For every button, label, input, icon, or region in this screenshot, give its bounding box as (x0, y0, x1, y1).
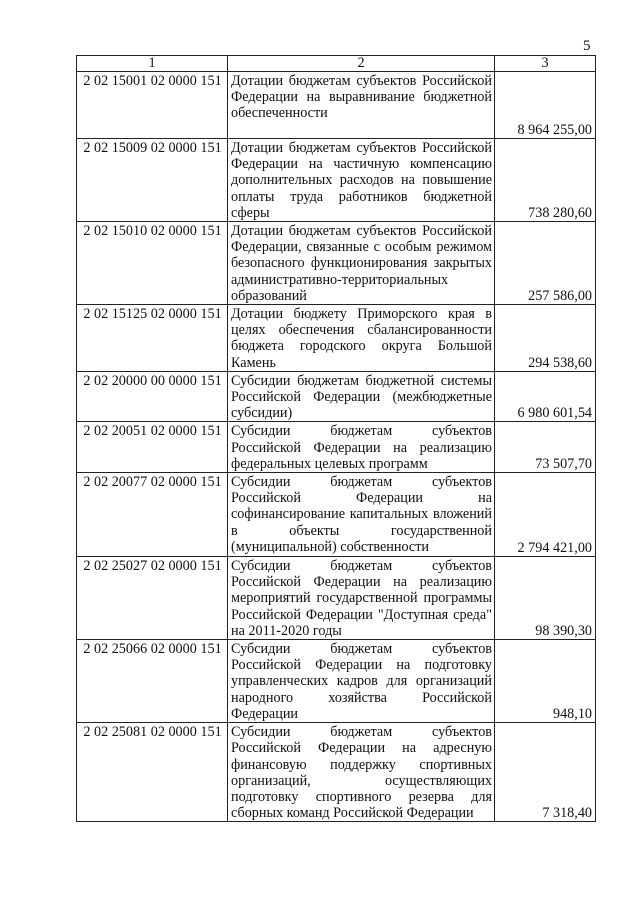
row-code: 2 02 25066 02 0000 151 (77, 640, 228, 723)
row-description: Субсидии бюджетам субъектов Российской Федерации на реализацию мероприятий государственной программы Российской Федерации "Доступная среда" на 2011-2020 годы (228, 557, 495, 640)
row-code: 2 02 15010 02 0000 151 (77, 222, 228, 305)
row-code: 2 02 15125 02 0000 151 (77, 305, 228, 372)
budget-table (76, 55, 596, 822)
row-amount: 948,10 (495, 640, 596, 723)
header-col-2: 2 (228, 56, 495, 72)
row-code: 2 02 15009 02 0000 151 (77, 139, 228, 222)
table-row (77, 222, 596, 305)
row-amount: 738 280,60 (495, 139, 596, 222)
row-amount: 7 318,40 (495, 723, 596, 822)
row-code: 2 02 20000 00 0000 151 (77, 371, 228, 422)
table-row (77, 422, 596, 473)
row-code: 2 02 25081 02 0000 151 (77, 723, 228, 822)
row-description: Дотации бюджетам субъектов Российской Федерации на выравнивание бюджетной обеспеченности (228, 72, 495, 139)
row-amount: 73 507,70 (495, 422, 596, 473)
table-row (77, 473, 596, 557)
row-code: 2 02 15001 02 0000 151 (77, 72, 228, 139)
table-header (77, 56, 596, 72)
row-amount: 98 390,30 (495, 557, 596, 640)
row-code: 2 02 20077 02 0000 151 (77, 473, 228, 557)
table-row (77, 723, 596, 822)
row-description: Дотации бюджету Приморского края в целях обеспечения сбалансированности бюджета городского округа Большой Камень (228, 305, 495, 372)
table-row (77, 371, 596, 422)
row-amount: 8 964 255,00 (495, 72, 596, 139)
row-amount: 294 538,60 (495, 305, 596, 372)
table-row (77, 557, 596, 640)
row-description: Субсидии бюджетам субъектов Российской Федерации на реализацию федеральных целевых программ (228, 422, 495, 473)
header-col-3: 3 (495, 56, 596, 72)
row-amount: 6 980 601,54 (495, 371, 596, 422)
row-amount: 2 794 421,00 (495, 473, 596, 557)
table-row (77, 305, 596, 372)
row-description: Субсидии бюджетам бюджетной системы Российской Федерации (межбюджетные субсидии) (228, 371, 495, 422)
row-description: Дотации бюджетам субъектов Российской Федерации, связанные с особым режимом безопасного функционирования закрытых административно-территориальных образований (228, 222, 495, 305)
row-description: Дотации бюджетам субъектов Российской Федерации на частичную компенсацию дополнительных расходов на повышение оплаты труда работников бюджетной сферы (228, 139, 495, 222)
table-row (77, 139, 596, 222)
header-row (77, 56, 596, 72)
row-amount: 257 586,00 (495, 222, 596, 305)
row-description: Субсидии бюджетам субъектов Российской Федерации на софинансирование капитальных вложений в объекты государственной (муниципальной) собственности (228, 473, 495, 557)
table-row (77, 640, 596, 723)
row-code: 2 02 20051 02 0000 151 (77, 422, 228, 473)
row-code: 2 02 25027 02 0000 151 (77, 557, 228, 640)
page-number: 5 (583, 38, 591, 54)
table-row (77, 72, 596, 139)
table-body (77, 72, 596, 822)
row-description: Субсидии бюджетам субъектов Российской Федерации на адресную финансовую поддержку спортивных организаций, осуществляющих подготовку спортивного резерва для сборных команд Российской Федерации (228, 723, 495, 822)
row-description: Субсидии бюджетам субъектов Российской Федерации на подготовку управленческих кадров для организаций народного хозяйства Российской Федерации (228, 640, 495, 723)
header-col-1: 1 (77, 56, 228, 72)
